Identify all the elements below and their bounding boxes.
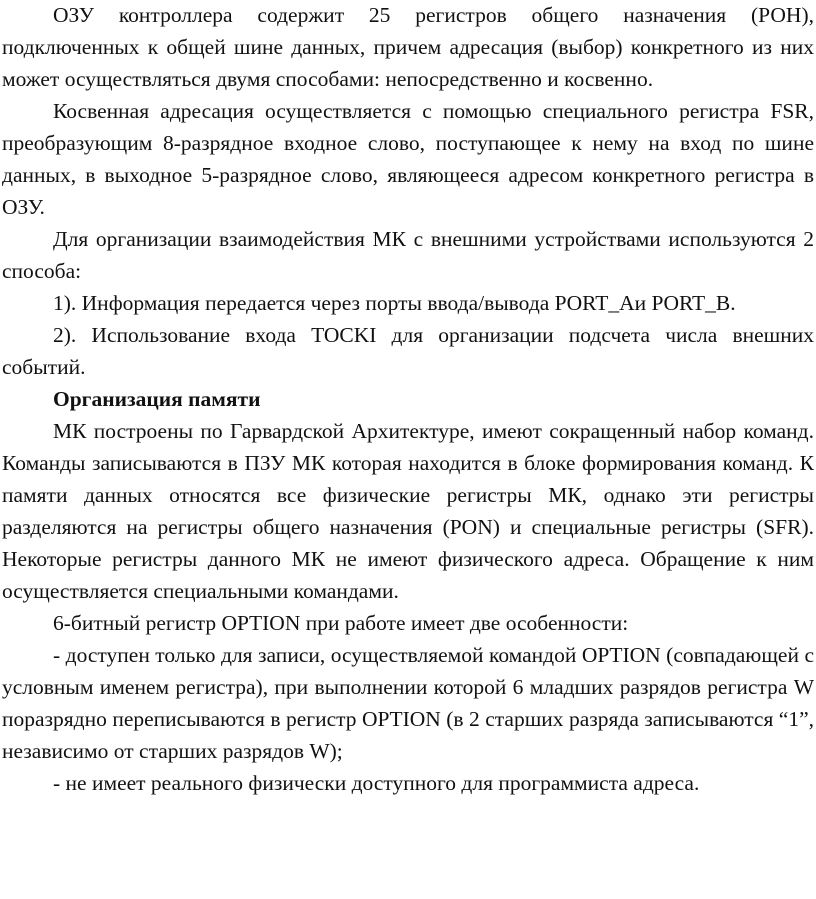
list-item-tocki: 2). Использование входа TOCKI для организации подсчета числа внешних событий. (2, 323, 814, 379)
paragraph-external-devices: Для организации взаимодействия МК с внешними устройствами используются 2 способа: (2, 227, 814, 283)
paragraph-ozu-registers: ОЗУ контроллера содержит 25 регистров общего назначения (РОН), подключенных к общей шине данных, причем адресация (выбор) конкретного из них может осуществляться двумя способами: непосредственно и косвенно. (2, 3, 814, 91)
paragraph-option-register: 6-битный регистр OPTION при работе имеет две особенности: (53, 611, 629, 635)
section-heading: Организация памяти (53, 387, 261, 411)
list-item-ports: 1). Информация передается через порты ввода/вывода PORT_Aи PORT_B. (53, 291, 736, 315)
paragraph-indirect-addressing: Косвенная адресация осуществляется с помощью специального регистра FSR, преобразующим 8-разрядное входное слово, поступающее к нему на вход по шине данных, в выходное 5-разрядное слово, являющееся адресом конкретного регистра в ОЗУ. (2, 99, 814, 219)
list-item-write-only: - доступен только для записи, осуществляемой командой OPTION (совпадающей с условным именем регистра), при выполнении которой 6 младших разрядов регистра W поразрядно переписываются в регистр OPTION (в 2 старших разряда записываются “1”, независимо от старших разрядов W); (2, 643, 814, 763)
list-item-no-address: - не имеет реального физически доступного для программиста адреса. (53, 771, 700, 795)
paragraph-harvard-architecture: МК построены по Гарвардской Архитектуре, имеют сокращенный набор команд. Команды записываются в ПЗУ МК которая находится в блоке формирования команд. К памяти данных относятся все физические регистры МК, однако эти регистры разделяются на регистры общего назначения (PON) и специальные регистры (SFR). Некоторые регистры данного МК не имеют физического адреса. Обращение к ним осуществляется специальными командами. (2, 419, 814, 603)
